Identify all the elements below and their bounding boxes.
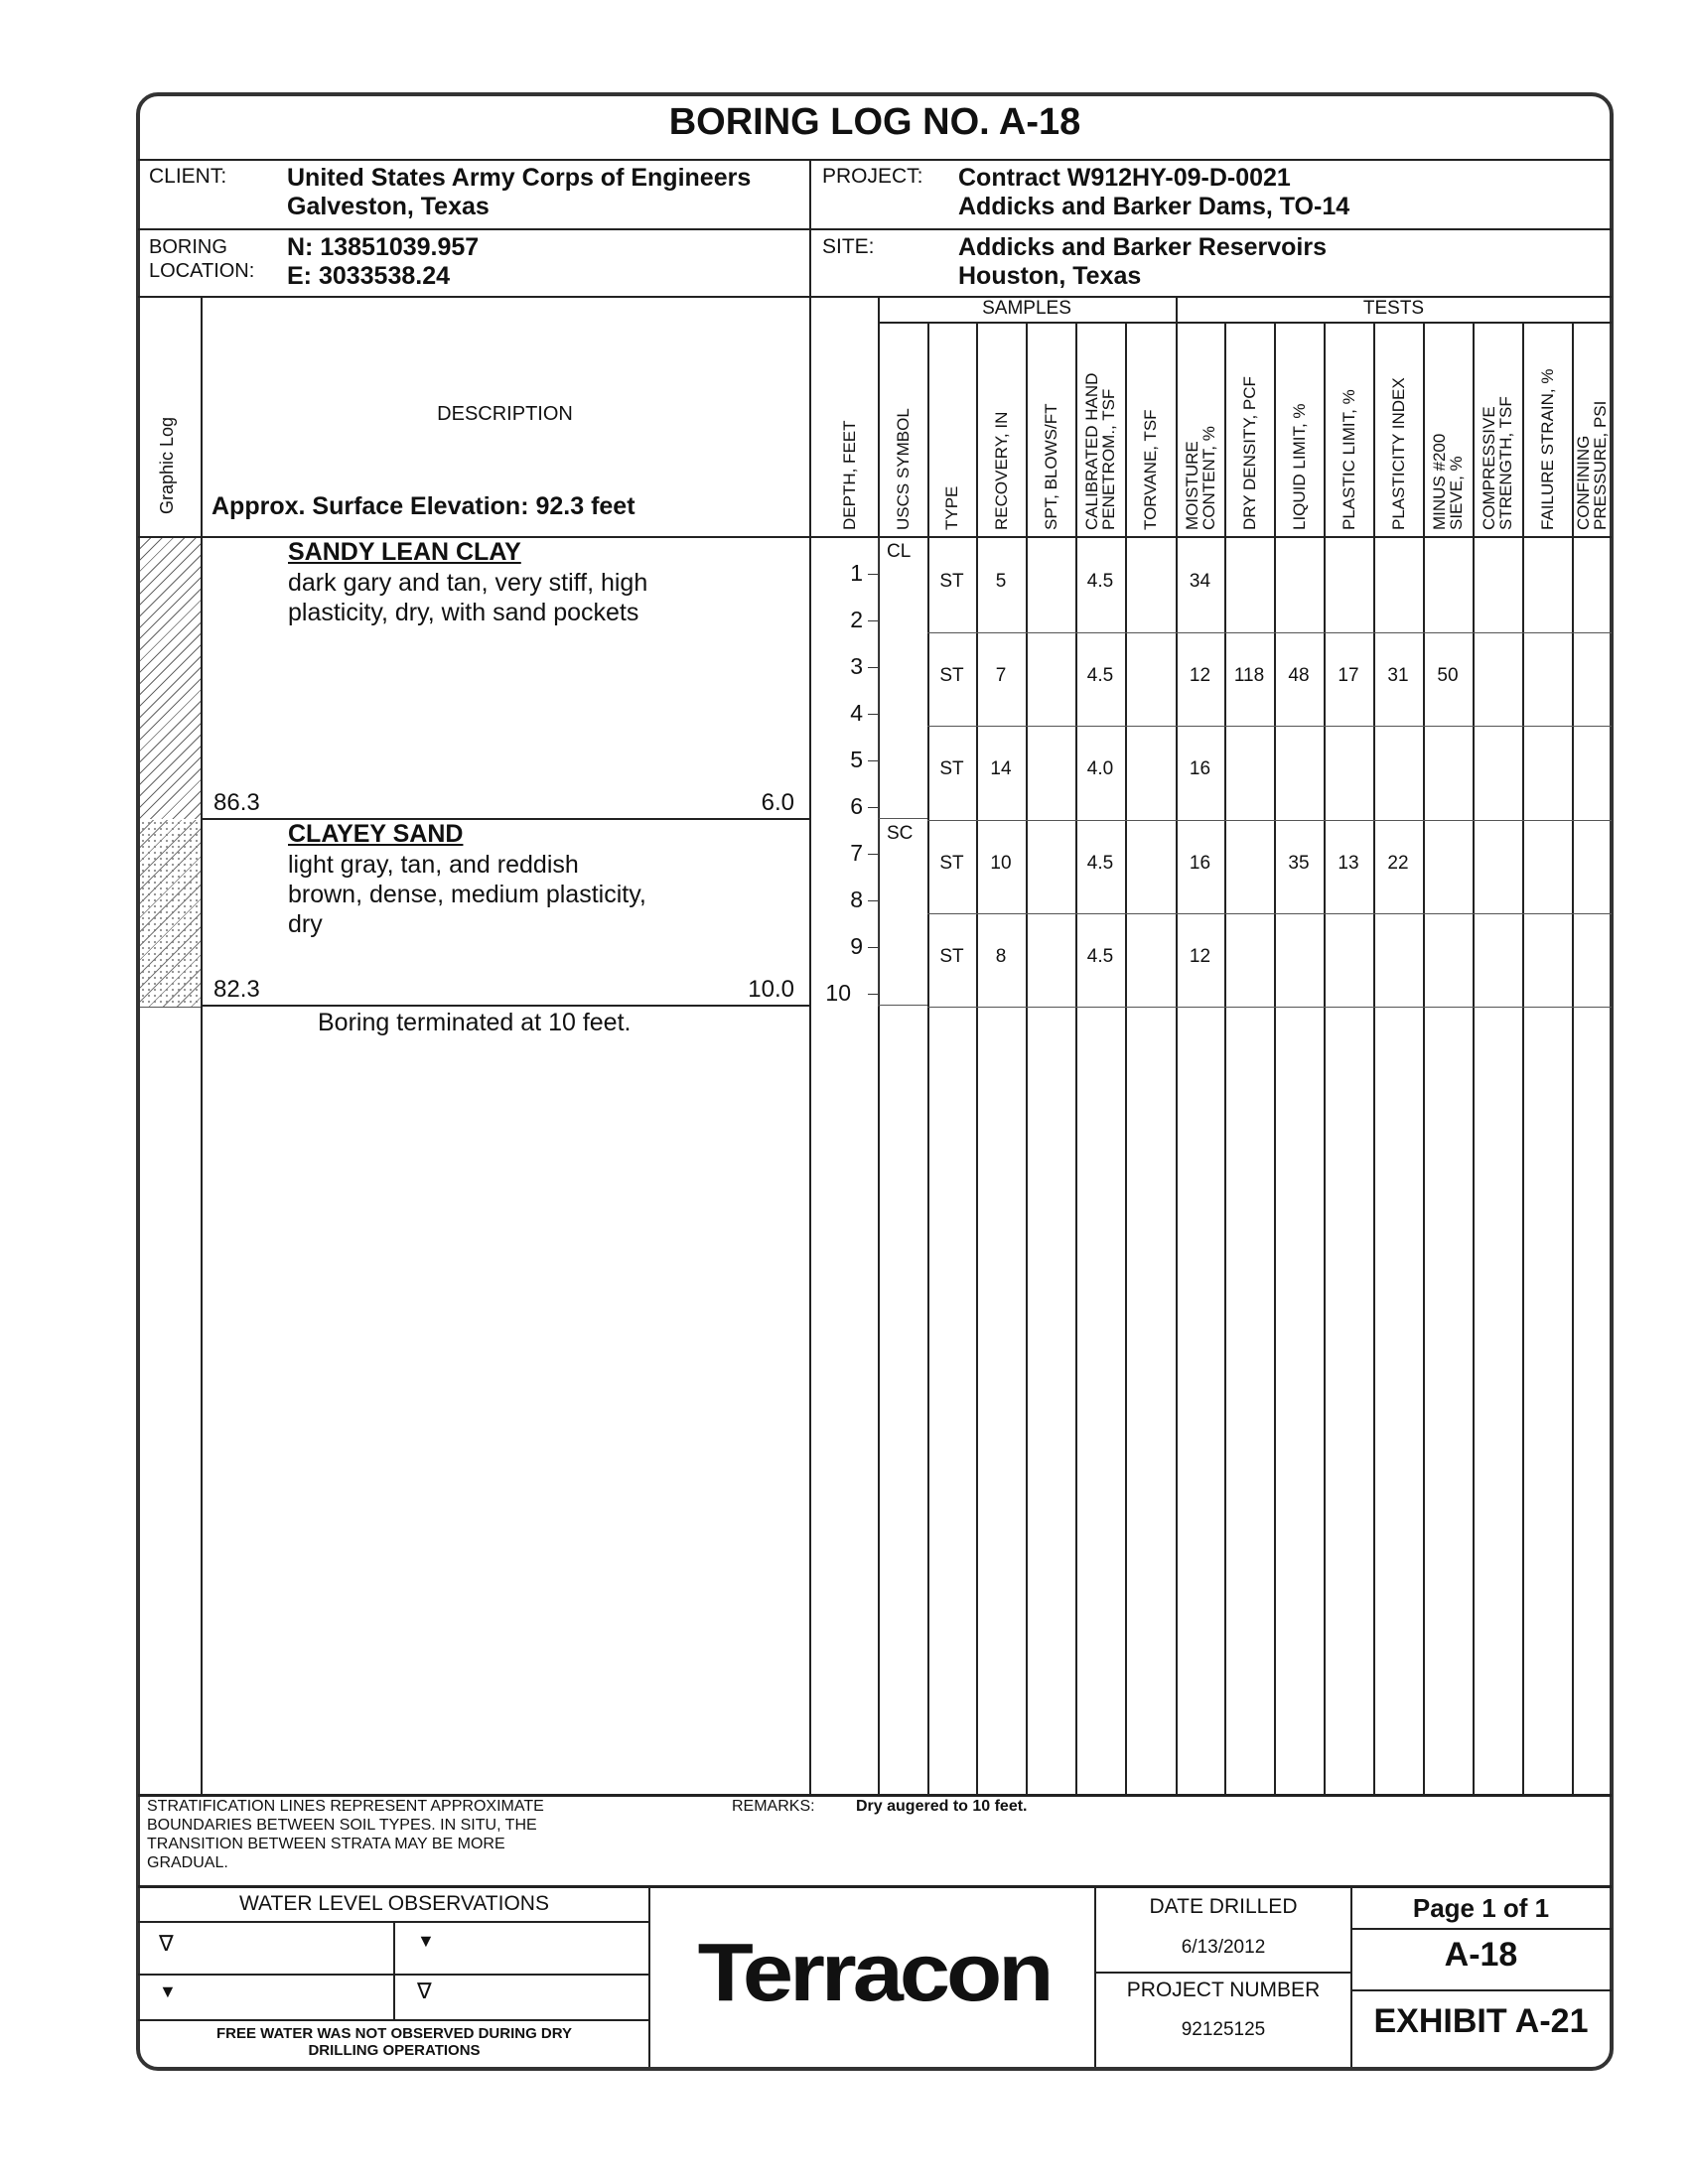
sample-dry_density: 118 [1233,665,1265,686]
column-header: USCS SYMBOL [893,408,913,530]
sample-recovery: 10 [990,853,1012,874]
sample-hand_pen: 4.5 [1086,571,1114,592]
client-name: United States Army Corps of Engineers Galveston, Texas [287,164,752,220]
graphic-log-clay [140,538,201,819]
sample-ll: 48 [1288,665,1310,686]
tests-header: TESTS [1362,298,1425,319]
graphic-log-sand-dots [140,820,201,1007]
stratification-note: STRATIFICATION LINES REPRESENT APPROXIMATE BOUNDARIES BETWEEN SOIL TYPES. IN SITU, THE TRANSITION BETWEEN STRATA MAY BE MORE GRADUAL. [147,1798,544,1871]
column-header: PLASTICITY INDEX [1388,377,1408,530]
site-name: Addicks and Barker Reservoirs Houston, Texas [958,233,1328,290]
column-header: CONFINING PRESSURE, PSI [1574,400,1610,530]
water-level-note: FREE WATER WAS NOT OBSERVED DURING DRY DRILLING OPERATIONS [215,2025,573,2059]
column-header: RECOVERY, IN [991,411,1011,530]
sample-hand_pen: 4.5 [1086,665,1114,686]
stratum-name: CLAYEY SAND [288,820,464,848]
stratum-depth: 10.0 [748,976,794,1003]
description-header: DESCRIPTION [437,403,573,425]
water-level-icon: ▼ [417,1931,435,1951]
depth-label: 6 [850,793,863,819]
sample-hand_pen: 4.5 [1086,853,1114,874]
surface-elevation: Approx. Surface Elevation: 92.3 feet [212,492,635,520]
stratum-description: light gray, tan, and reddish brown, dense, medium plasticity, dry [288,851,646,938]
sample-pl: 13 [1338,853,1359,874]
water-level-title: WATER LEVEL OBSERVATIONS [239,1892,549,1915]
sample-pi: 22 [1387,853,1409,874]
project-label: PROJECT: [822,165,923,188]
stratum-elevation: 86.3 [213,789,260,816]
column-header: DRY DENSITY, PCF [1239,376,1259,530]
sample-hand_pen: 4.5 [1086,946,1114,967]
sample-hand_pen: 4.0 [1086,758,1114,779]
project-number: 92125125 [1181,2019,1266,2040]
project-number-label: PROJECT NUMBER [1126,1979,1321,2001]
column-header: COMPRESSIVE STRENGTH, TSF [1480,396,1515,530]
project-name: Contract W912HY-09-D-0021 Addicks and Barker Dams, TO-14 [958,164,1350,220]
column-header: PLASTIC LIMIT, % [1339,389,1358,530]
remarks-label: REMARKS: [732,1798,815,1815]
sample-type: ST [939,665,964,686]
sample-moisture: 16 [1189,758,1211,779]
sample-pi: 31 [1387,665,1409,686]
boring-location-label: BORING LOCATION: [149,236,255,282]
uscs-symbol: SC [887,823,914,844]
depth-label: 1 [850,560,863,586]
sample-recovery: 5 [995,571,1007,592]
sample-recovery: 8 [995,946,1007,967]
column-header: MOISTURE CONTENT, % [1182,426,1218,530]
sample-moisture: 34 [1189,571,1211,592]
remarks-text: Dry augered to 10 feet. [856,1798,1028,1815]
date-drilled: 6/13/2012 [1181,1937,1266,1958]
depth-label: 4 [850,700,863,726]
boring-id: A-18 [1444,1936,1518,1974]
boring-coordinates: N: 13851039.957 E: 3033538.24 [287,233,480,290]
depth-label: 5 [850,747,863,772]
column-header: SPT, BLOWS/FT [1041,403,1060,530]
sample-type: ST [939,853,964,874]
column-header: DEPTH, FEET [840,420,859,530]
depth-label: 10 [825,980,851,1006]
column-header: MINUS #200 SIEVE, % [1430,433,1466,530]
sample-moisture: 12 [1189,946,1211,967]
graphic-log-header: Graphic Log [157,416,177,514]
water-level-icon: ∇ [159,1931,174,1956]
sample-type: ST [939,571,964,592]
samples-header: SAMPLES [982,298,1071,319]
stratum-elevation: 82.3 [213,976,260,1003]
sample-recovery: 7 [995,665,1007,686]
client-label: CLIENT: [149,165,227,188]
column-header: TORVANE, TSF [1141,409,1160,530]
sample-pl: 17 [1338,665,1359,686]
column-header: LIQUID LIMIT, % [1289,403,1309,530]
page-number: Page 1 of 1 [1412,1893,1550,1923]
column-header: FAILURE STRAIN, % [1537,368,1557,530]
sample-recovery: 14 [990,758,1012,779]
depth-label: 7 [850,840,863,866]
uscs-symbol: CL [887,541,912,562]
sample-type: ST [939,758,964,779]
stratum-depth: 6.0 [761,789,794,816]
site-label: SITE: [822,235,875,258]
water-level-icon: ▼ [159,1981,177,2001]
sample-minus200: 50 [1437,665,1459,686]
depth-label: 8 [850,887,863,912]
column-header: CALIBRATED HAND PENETROM., TSF [1082,372,1118,530]
sample-ll: 35 [1288,853,1310,874]
termination-note: Boring terminated at 10 feet. [318,1009,632,1036]
terracon-logo: Terracon [697,1927,1051,2018]
date-drilled-label: DATE DRILLED [1149,1895,1298,1918]
sample-moisture: 12 [1189,665,1211,686]
depth-label: 9 [850,933,863,959]
page-title: BORING LOG NO. A-18 [668,101,1081,143]
sample-type: ST [939,946,964,967]
column-header: TYPE [942,485,961,530]
stratum-name: SANDY LEAN CLAY [288,538,521,566]
depth-label: 2 [850,607,863,632]
sample-moisture: 16 [1189,853,1211,874]
exhibit-number: EXHIBIT A-21 [1373,2002,1589,2040]
depth-label: 3 [850,653,863,679]
water-level-icon: ∇ [417,1979,432,2003]
stratum-description: dark gary and tan, very stiff, high plasticity, dry, with sand pockets [288,569,648,626]
